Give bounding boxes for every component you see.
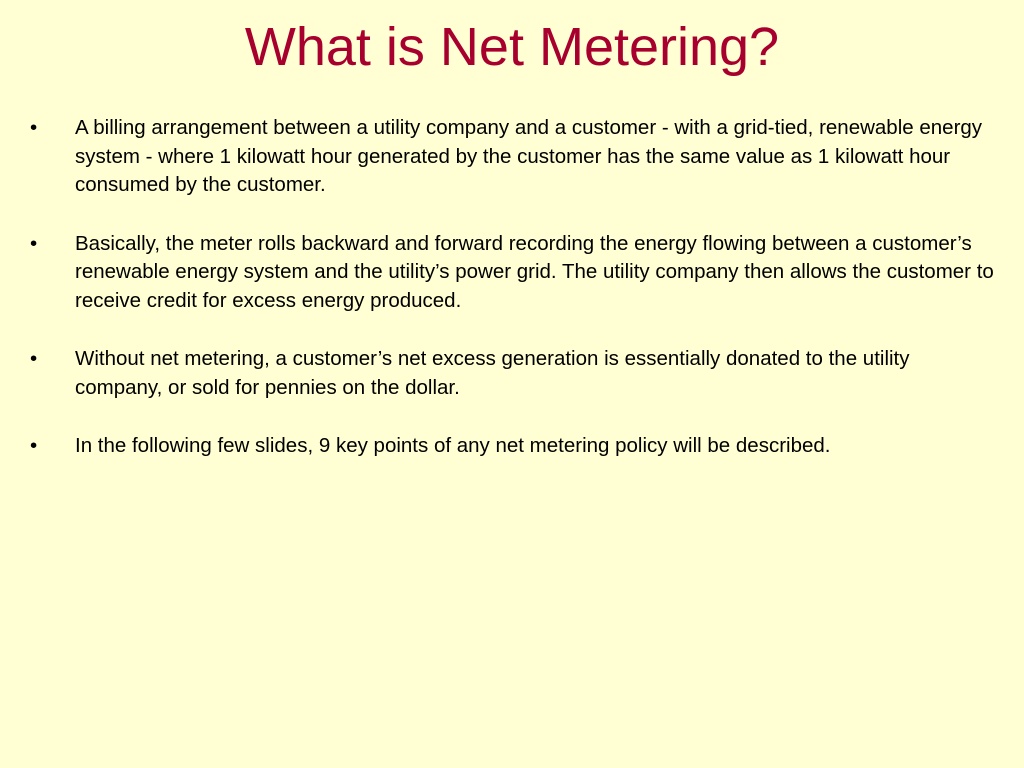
bullet-item	[30, 432, 994, 461]
bullet-marker-icon: •	[30, 116, 38, 139]
bullet-marker-icon: •	[30, 231, 38, 255]
bullet-text: Without net metering, a customer’s net excess generation is essentially donated to the utility company, or sold for pennies on the dollar.	[75, 347, 910, 399]
bullet-text: Basically, the meter rolls backward and forward recording the energy flowing between a customer’s renewable energy system and the utility’s power grid. The utility company then allows the customer to receive credit for excess energy produced.	[75, 231, 994, 312]
bullet-text: A billing arrangement between a utility company and a customer - with a grid-tied, renewable energy system - where 1 kilowatt hour generated by the customer has the same value as 1 kilowatt hour consumed by the customer.	[75, 116, 983, 196]
bullet-list	[30, 114, 994, 491]
bullet-text: In the following few slides, 9 key points of any net metering policy will be described.	[75, 434, 831, 457]
slide-title: What is Net Metering?	[244, 17, 780, 77]
bullet-marker-icon: •	[30, 347, 38, 370]
bullet-item	[30, 230, 994, 316]
bullet-marker-icon: •	[30, 434, 38, 457]
bullet-item	[30, 114, 994, 200]
bullet-item	[30, 345, 994, 402]
